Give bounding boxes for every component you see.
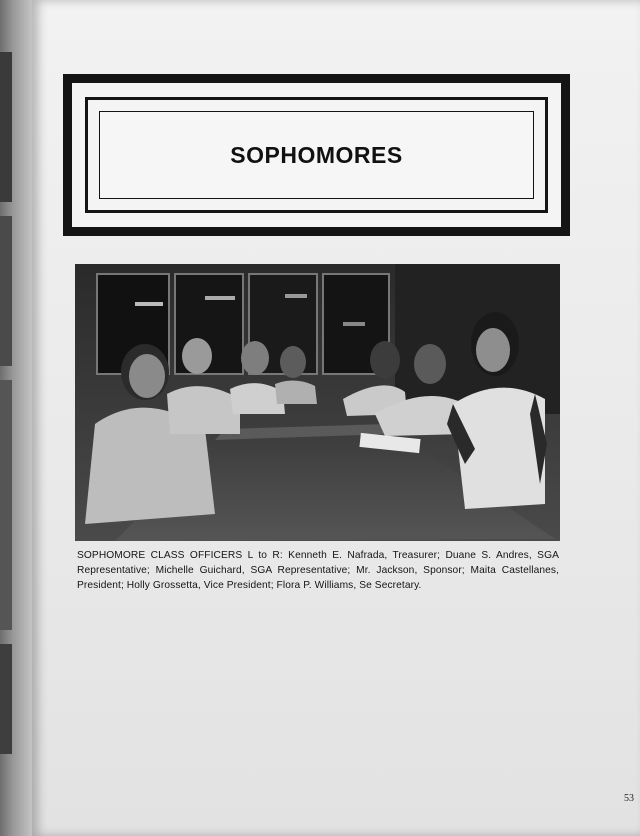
- adjacent-page-strip: [0, 0, 34, 836]
- group-photo-illustration: [75, 264, 560, 541]
- title-banner: [63, 74, 570, 236]
- yearbook-page: [32, 0, 640, 836]
- photo-caption: SOPHOMORE CLASS OFFICERS L to R: Kenneth E. Nafrada, Treasurer; Duane S. Andres, SGA Representative; Michelle Guichard, SGA Representative; Mr. Jackson, Sponsor; Maita Castellanes, President; Holly Grossetta, Vice President; Flora P. Williams, Se Secretary.: [77, 550, 559, 591]
- adjacent-page-photo: [0, 644, 12, 754]
- adjacent-page-photo: [0, 380, 12, 630]
- page-title: SOPHOMORES: [230, 141, 403, 168]
- page-number: 53: [624, 793, 634, 804]
- adjacent-page-photo: [0, 52, 12, 202]
- class-officers-photo: [75, 264, 560, 541]
- adjacent-page-photo: [0, 216, 12, 366]
